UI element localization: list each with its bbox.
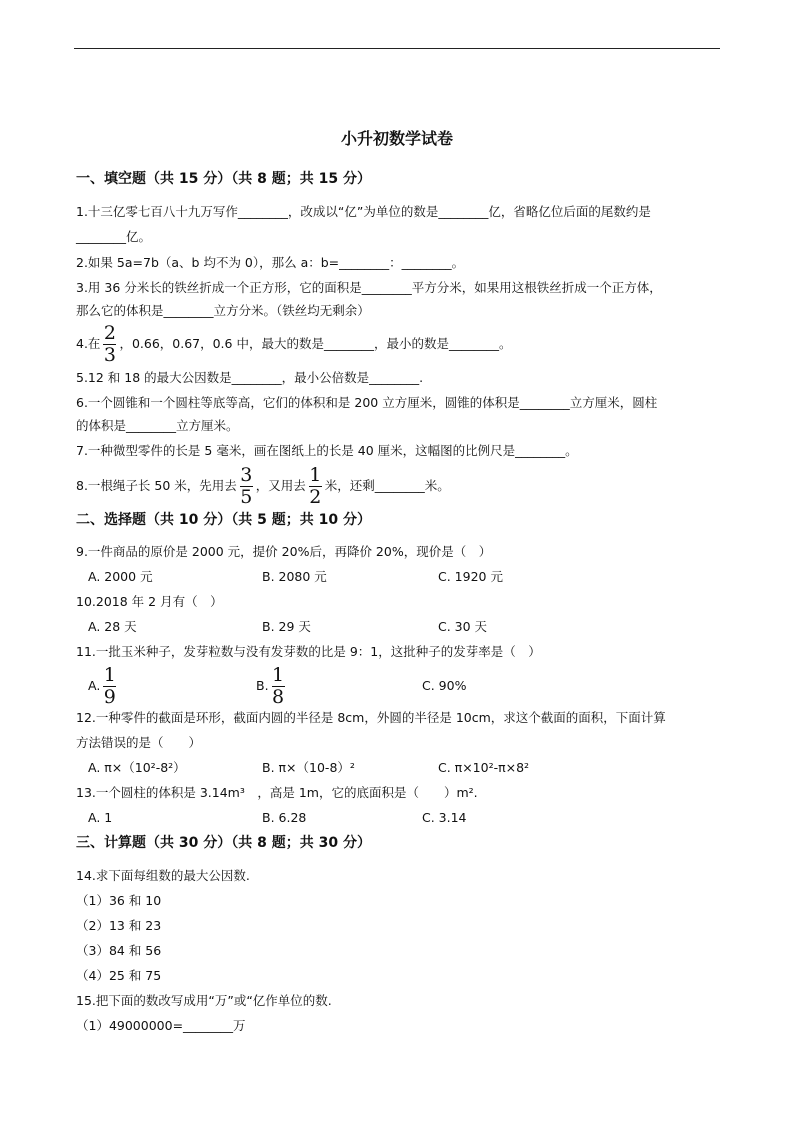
fraction-one-half <box>309 466 322 507</box>
question-10-option-a[interactable]: A. 28 天 <box>88 619 137 634</box>
question-10-option-b[interactable]: B. 29 天 <box>262 619 311 634</box>
header-rule <box>74 48 720 49</box>
option-letter: A. <box>88 678 101 693</box>
question-14-item-3: （3）84 和 56 <box>76 943 162 958</box>
question-9-option-c[interactable]: C. 1920 元 <box>438 569 503 584</box>
question-1-line-2: ________亿。 <box>76 229 152 244</box>
fraction-numerator: 1 <box>103 664 116 686</box>
question-12-option-b[interactable]: B. π×（10-8）² <box>262 760 355 775</box>
fraction-one-ninth <box>103 666 116 707</box>
fraction-denominator: 5 <box>240 486 253 508</box>
question-14-item-1: （1）36 和 10 <box>76 893 162 908</box>
question-11-option-b[interactable] <box>256 664 288 708</box>
fraction-one-eighth <box>272 666 285 707</box>
question-14-item-4: （4）25 和 75 <box>76 968 162 983</box>
question-5: 5.12 和 18 的最大公因数是________，最小公倍数是________. <box>76 370 424 385</box>
question-12-option-a[interactable]: A. π×（10²-8²） <box>88 760 186 775</box>
question-8-suffix: 米，还剩________米。 <box>324 478 450 493</box>
question-9: 9.一件商品的原价是 2000 元，提价 20%后，再降价 20%，现价是（ ） <box>76 544 492 559</box>
question-9-option-b[interactable]: B. 2080 元 <box>262 569 327 584</box>
question-2: 2.如果 5a=7b（a、b 均不为 0），那么 a：b=________：________。 <box>76 255 465 270</box>
question-1-line-1: 1.十三亿零七百八十九万写作________，改成以“亿”为单位的数是________亿，省略亿位后面的尾数约是 <box>76 204 651 219</box>
section-heading-calculation: 三、计算题（共 30 分）（共 8 题；共 30 分） <box>76 835 371 851</box>
fraction-numerator: 2 <box>103 322 116 344</box>
question-15-item-1: （1）49000000=________万 <box>76 1018 246 1033</box>
fraction-numerator: 3 <box>240 464 253 486</box>
question-14: 14.求下面每组数的最大公因数. <box>76 868 250 883</box>
question-4-prefix: 4.在 <box>76 336 101 351</box>
section-heading-multiple-choice: 二、选择题（共 10 分）（共 5 题；共 10 分） <box>76 512 371 528</box>
question-12-line-1: 12.一种零件的截面是环形，截面内圆的半径是 8cm，外圆的半径是 10cm，求这个截面的面积，下面计算 <box>76 710 666 725</box>
question-15: 15.把下面的数改写成用“万”或“亿作单位的数. <box>76 993 332 1008</box>
question-12-option-c[interactable]: C. π×10²-π×8² <box>438 760 530 775</box>
question-6-line-1: 6.一个圆锥和一个圆柱等底等高，它们的体积和是 200 立方厘米，圆锥的体积是________立方厘米，圆柱 <box>76 395 658 410</box>
question-10-option-c[interactable]: C. 30 天 <box>438 619 488 634</box>
question-3-line-2: 那么它的体积是________立方分米。（铁丝均无剩余） <box>76 303 370 318</box>
fraction-three-fifths <box>240 466 253 507</box>
page-title: 小升初数学试卷 <box>340 129 453 148</box>
question-9-option-a[interactable]: A. 2000 元 <box>88 569 153 584</box>
fraction-denominator: 9 <box>103 686 116 708</box>
fraction-denominator: 8 <box>272 686 285 708</box>
question-7: 7.一种微型零件的长是 5 毫米，画在图纸上的长是 40 厘米，这幅图的比例尺是________。 <box>76 443 578 458</box>
question-13-option-b[interactable]: B. 6.28 <box>262 810 307 825</box>
question-12-line-2: 方法错误的是（ ） <box>76 735 202 750</box>
question-10: 10.2018 年 2 月有（ ） <box>76 594 223 609</box>
fraction-numerator: 1 <box>272 664 285 686</box>
question-4 <box>76 322 511 366</box>
fraction-denominator: 2 <box>309 486 322 508</box>
question-13: 13.一个圆柱的体积是 3.14m³ ，高是 1m，它的底面积是（ ）m². <box>76 785 478 800</box>
question-13-option-c[interactable]: C. 3.14 <box>422 810 467 825</box>
question-8-prefix: 8.一根绳子长 50 米，先用去 <box>76 478 237 493</box>
fraction-denominator: 3 <box>103 344 116 366</box>
question-11-option-c[interactable]: C. 90% <box>422 678 467 693</box>
question-11: 11.一批玉米种子，发芽粒数与没有发芽数的比是 9：1，这批种子的发芽率是（ ） <box>76 644 541 659</box>
question-8-middle: ，又用去 <box>255 478 306 493</box>
fraction-two-thirds <box>103 324 116 365</box>
question-14-item-2: （2）13 和 23 <box>76 918 162 933</box>
question-13-option-a[interactable]: A. 1 <box>88 810 113 825</box>
question-11-option-a[interactable] <box>88 664 119 708</box>
fraction-numerator: 1 <box>309 464 322 486</box>
section-heading-fill-blank: 一、填空题（共 15 分）（共 8 题；共 15 分） <box>76 171 371 187</box>
option-letter: B. <box>256 678 269 693</box>
question-4-suffix: ，0.66，0.67，0.6 中，最大的数是________，最小的数是________。 <box>119 336 512 351</box>
question-6-line-2: 的体积是________立方厘米。 <box>76 418 239 433</box>
question-3-line-1: 3.用 36 分米长的铁丝折成一个正方形，它的面积是________平方分米，如果用这根铁丝折成一个正方体， <box>76 280 662 295</box>
question-8 <box>76 464 450 508</box>
